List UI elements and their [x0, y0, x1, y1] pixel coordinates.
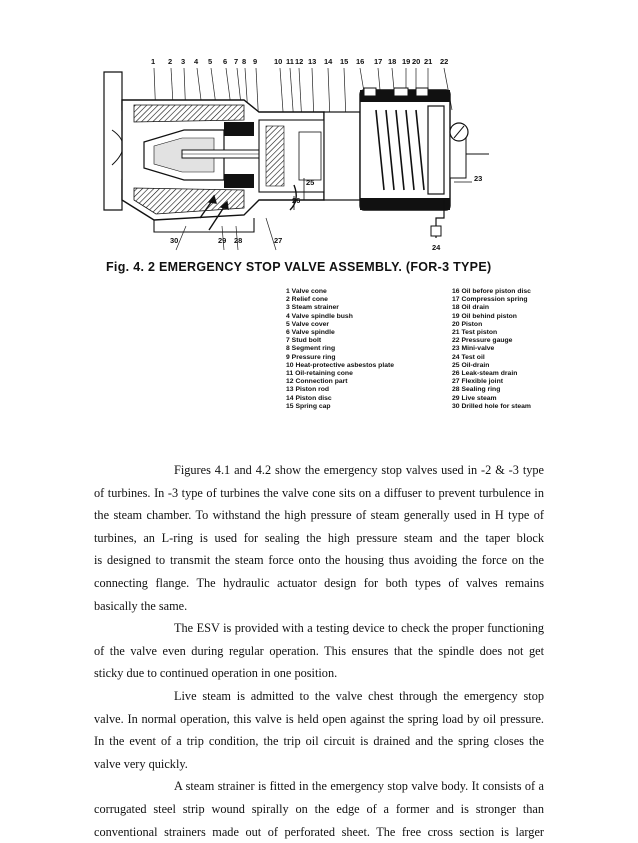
- text-line: basically the same.: [94, 595, 544, 618]
- text-line: the steam chamber. To withstand the high pressure of steam generally used in H type of: [94, 504, 544, 527]
- legend-item: 10 Heat-protective asbestos plate: [286, 362, 394, 370]
- legend-item: 20 Piston: [452, 321, 531, 329]
- callout-25: 25: [306, 178, 314, 187]
- legend-item: 30 Drilled hole for steam: [452, 403, 531, 411]
- text-line: valve. In normal operation, this valve is held open against the spring load by oil pressure.: [94, 708, 544, 731]
- legend-item: 2 Relief cone: [286, 296, 394, 304]
- callout-22: 22: [440, 57, 448, 66]
- text-line: In the event of a trip condition, the trip oil circuit is drained and the spring closes the: [94, 730, 544, 753]
- legend-item: 26 Leak-steam drain: [452, 370, 531, 378]
- text-line: conventional strainers made out of perforated sheet. The free cross section is larger: [94, 821, 544, 843]
- body-text: [94, 459, 544, 843]
- legend-item: 24 Test oil: [452, 354, 531, 362]
- text-line: valve very quickly.: [94, 753, 544, 776]
- callout-2: 2: [168, 57, 172, 66]
- callout-14: 14: [324, 57, 332, 66]
- legend-item: 11 Oil-retaining cone: [286, 370, 394, 378]
- legend-item: 9 Pressure ring: [286, 354, 394, 362]
- callout-12: 12: [295, 57, 303, 66]
- text-line: connecting flange. The hydraulic actuator design for both types of valves remains: [94, 572, 544, 595]
- legend-item: 15 Spring cap: [286, 403, 394, 411]
- callout-29: 29: [218, 236, 226, 245]
- text-line: turbines, an L-ring is used for sealing the high pressure steam and the taper block: [94, 527, 544, 550]
- text-line: is designed to transmit the steam force onto the housing thus avoiding the force on the: [94, 549, 544, 572]
- legend-left: [286, 288, 394, 411]
- callout-18: 18: [388, 57, 396, 66]
- callout-7: 7: [234, 57, 238, 66]
- legend-item: 25 Oil-drain: [452, 362, 531, 370]
- text-line: Live steam is admitted to the valve chest through the emergency stop: [94, 685, 544, 708]
- callout-28: 28: [234, 236, 242, 245]
- text-line: Figures 4.1 and 4.2 show the emergency stop valves used in -2 & -3 type: [94, 459, 544, 482]
- figure-caption: Fig. 4. 2 EMERGENCY STOP VALVE ASSEMBLY. (FOR-3 TYPE): [106, 260, 491, 274]
- callout-4: 4: [194, 57, 198, 66]
- callout-30: 30: [170, 236, 178, 245]
- callout-6: 6: [223, 57, 227, 66]
- callout-21: 21: [424, 57, 432, 66]
- legend-item: 1 Valve cone: [286, 288, 394, 296]
- legend-item: 19 Oil behind piston: [452, 313, 531, 321]
- callout-5: 5: [208, 57, 212, 66]
- legend-item: 8 Segment ring: [286, 345, 394, 353]
- callout-10: 10: [274, 57, 282, 66]
- text-line: A steam strainer is fitted in the emergency stop valve body. It consists of a: [94, 775, 544, 798]
- valve-drawing: [94, 50, 514, 260]
- text-line: corrugated steel strip wound spirally on the edge of a former and is stronger than: [94, 798, 544, 821]
- text-line: of the valve even during regular operation. This ensures that the spindle does not get: [94, 640, 544, 663]
- text-line: The ESV is provided with a testing device to check the proper functioning: [94, 617, 544, 640]
- legend-item: 14 Piston disc: [286, 395, 394, 403]
- callout-17: 17: [374, 57, 382, 66]
- legend-item: 17 Compression spring: [452, 296, 531, 304]
- callout-24: 24: [432, 243, 440, 252]
- legend-item: 21 Test piston: [452, 329, 531, 337]
- valve-assembly-figure: [94, 50, 514, 430]
- callout-9: 9: [253, 57, 257, 66]
- legend-item: 3 Steam strainer: [286, 304, 394, 312]
- legend-item: 7 Stud bolt: [286, 337, 394, 345]
- callout-15: 15: [340, 57, 348, 66]
- legend-item: 5 Valve cover: [286, 321, 394, 329]
- callout-16: 16: [356, 57, 364, 66]
- legend-item: 29 Live steam: [452, 395, 531, 403]
- legend-item: 16 Oil before piston disc: [452, 288, 531, 296]
- legend-item: 28 Sealing ring: [452, 386, 531, 394]
- callout-26: 26: [292, 196, 300, 205]
- callout-23: 23: [474, 174, 482, 183]
- callout-19: 19: [402, 57, 410, 66]
- callout-20: 20: [412, 57, 420, 66]
- legend-item: 27 Flexible joint: [452, 378, 531, 386]
- callout-1: 1: [151, 57, 155, 66]
- callout-27: 27: [274, 236, 282, 245]
- callout-3: 3: [181, 57, 185, 66]
- legend-right: [452, 288, 531, 411]
- legend-item: 23 Mini-valve: [452, 345, 531, 353]
- callout-13: 13: [308, 57, 316, 66]
- text-line: of turbines. In -3 type of turbines the valve cone sits on a diffuser to prevent turbulence in: [94, 482, 544, 505]
- legend-item: 13 Piston rod: [286, 386, 394, 394]
- legend-item: 12 Connection part: [286, 378, 394, 386]
- legend-item: 4 Valve spindle bush: [286, 313, 394, 321]
- legend-item: 6 Valve spindle: [286, 329, 394, 337]
- callout-11: 11: [286, 57, 294, 66]
- callout-8: 8: [242, 57, 246, 66]
- legend-item: 18 Oil drain: [452, 304, 531, 312]
- legend-item: 22 Pressure gauge: [452, 337, 531, 345]
- text-line: sticky due to continued operation in one position.: [94, 662, 544, 685]
